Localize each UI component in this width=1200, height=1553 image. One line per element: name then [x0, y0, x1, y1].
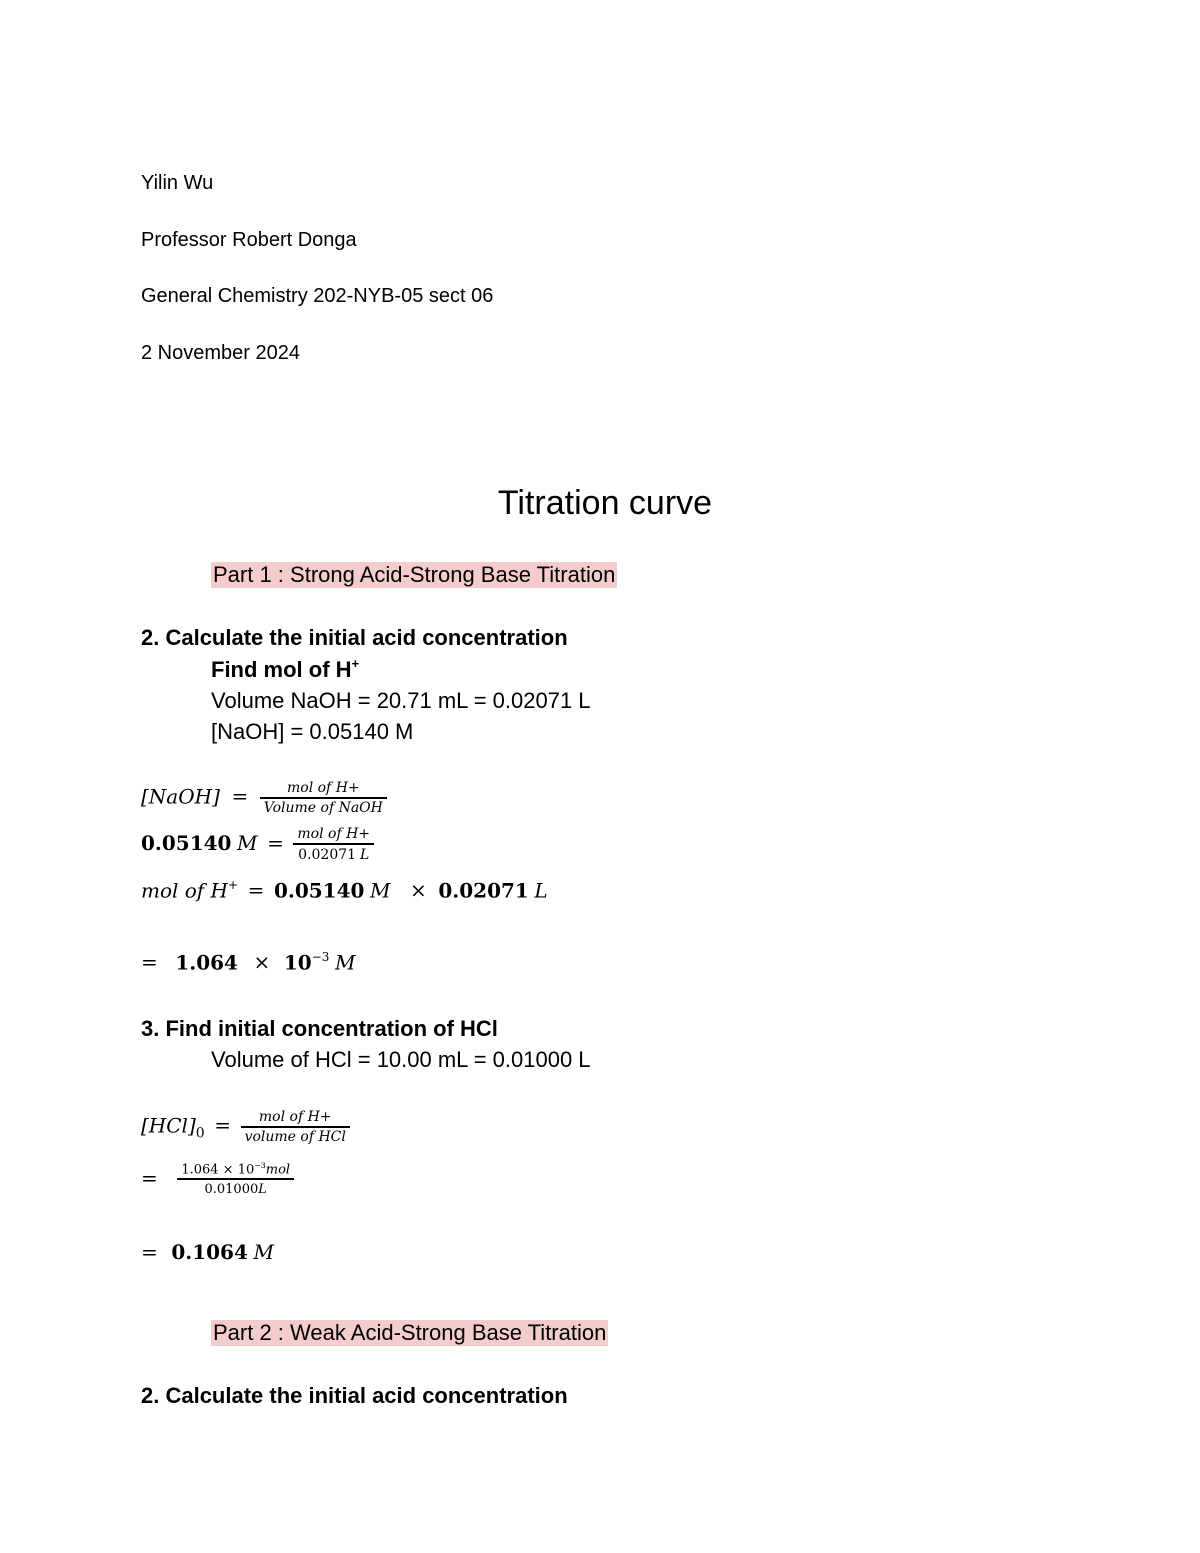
- document-title: Titration curve: [497, 484, 713, 522]
- part1-question-2: 2. Calculate the initial acid concentration: [141, 625, 568, 650]
- course-name: General Chemistry 202-NYB-05 sect 06: [141, 285, 494, 307]
- author-name: Yilin Wu: [141, 172, 214, 194]
- find-mol-heading: Find mol of H+: [211, 656, 360, 683]
- part2-heading: Part 2 : Weak Acid-Strong Base Titration: [213, 1320, 607, 1345]
- volume-hcl-line: Volume of HCl = 10.00 mL = 0.01000 L: [211, 1047, 591, 1072]
- equation-hcl-substituted: = $\frac{1.064 \times 10^{-3}mol}{0.01000L}$: [141, 1161, 294, 1197]
- naoh-concentration-line: [NaOH] = 0.05140 M: [211, 719, 414, 744]
- equation-mol-h-product: mol of H+ = 0.05140 M × 0.02071 L: [141, 878, 548, 903]
- equation-naoh-substituted: 0.05140 M = $\frac{\text{mol of H+}}{0.02071 L}$: [141, 826, 374, 863]
- document-date: 2 November 2024: [141, 342, 300, 364]
- part1-heading: Part 1 : Strong Acid-Strong Base Titration: [213, 562, 616, 587]
- professor-name: Professor Robert Donga: [141, 229, 357, 251]
- equation-mol-h-result: = $1.064 \times 10^{-3}$ M: [141, 950, 356, 975]
- part1-question-3: 3. Find initial concentration of HCl: [141, 1016, 498, 1041]
- volume-naoh-line: Volume NaOH = 20.71 mL = 0.02071 L: [211, 688, 591, 713]
- equation-hcl-definition: $[HCl]_0$ = $\frac{\text{mol of H+}}{\text{volume of HCl}}$: [141, 1109, 350, 1145]
- equation-naoh-definition: [NaOH] = $\frac{\text{mol of H+}}{\text{Volume of NaOH}}$: [141, 780, 387, 816]
- equation-hcl-result: = 0.1064 M: [141, 1240, 274, 1264]
- part2-question-2: 2. Calculate the initial acid concentration: [141, 1383, 568, 1408]
